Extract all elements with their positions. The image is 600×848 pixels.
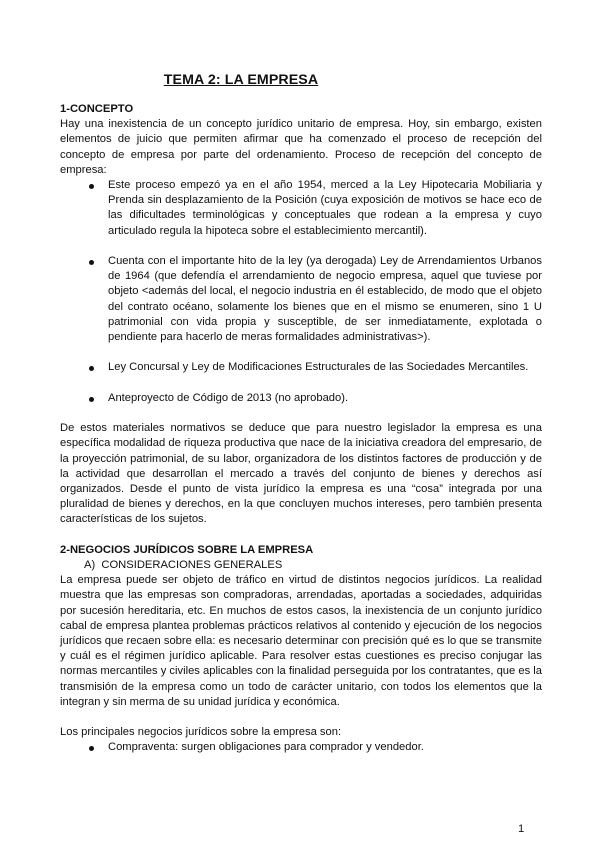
subheading-consideraciones: A) CONSIDERACIONES GENERALES: [84, 559, 283, 572]
paragraph-conclusion: De estos materiales normativos se deduce que para nuestro legislador la empresa es una específica modalidad de riqueza productiva que nace de la iniciativa creadora del empresario, de la proyección patrimonial, de su labor, organizadora de los distintos factores de producción y de la actividad que desarrollan el mercado a través del conjunto de bienes y derechos así organizados. Desde el punto de vista jurídico la empresa es una “cosa” integrada por una pluralidad de bienes y derechos, en la que concluyen muchos intereses, pero también presenta características de los sujetos.: [60, 422, 542, 526]
bullet-icon: [89, 366, 94, 371]
spacer: [60, 528, 542, 543]
list-item: Anteproyecto de Código de 2013 (no aprobado).: [60, 391, 542, 406]
list-item: Ley Concursal y Ley de Modificaciones Estructurales de las Sociedades Mercantiles.: [60, 360, 542, 375]
paragraph-intro: Hay una inexistencia de un concepto jurídico unitario de empresa. Hoy, sin embargo, existen elementos de juicio que permiten afirmar que ha comenzado el proceso de recepción del concepto de empresa por parte del ordenamiento. Proceso de recepción del concepto de empresa:: [60, 118, 542, 176]
list-intro: Los principales negocios jurídicos sobre la empresa son:: [60, 726, 342, 739]
spacer: [60, 376, 542, 391]
bullet-icon: [89, 397, 94, 402]
list-item: Este proceso empezó ya en el año 1954, merced a la Ley Hipotecaria Mobiliaria y Prenda sin desplazamiento de la Posición (cuya exposición de motivos se hace eco de las dificultades terminológicas y conceptuales que rodean a la empresa y cuyo articulado regula la hipoteca sobre el establecimiento mercantil).: [60, 178, 542, 239]
paragraph-consideraciones: La empresa puede ser objeto de tráfico en virtud de distintos negocios jurídicos. La realidad muestra que las empresas son compradoras, arrendadas, aportadas a sociedades, adquiridas por sucesión hereditaria, etc. En muchos de estos casos, la inexistencia de un conjunto jurídico cabal de empresa plantea problemas prácticos relativos al contenido y ejecución de los negocios jurídicos que recaen sobre ella: es necesario determinar con precisión qué es lo que se transmite y cuál es el régimen jurídico aplicable. Para resolver estas cuestiones es preciso conjugar las normas mercantiles y civiles aplicables con la finalidad perseguida por los contratantes, que es la transmisión de la empresa como un todo de carácter unitario, con todos los elementos que la integran y sin merma de su unidad jurídica y económica.: [60, 574, 542, 708]
bullet-list-negocios: [60, 740, 542, 755]
spacer: [60, 406, 542, 421]
list-item: Cuenta con el importante hito de la ley (ya derogada) Ley de Arrendamientos Urbanos de 1964 (que defendía el arrendamiento de negocio empresa, aquel que tuviese por objeto <además del local, el negocio industria en él establecido, de modo que el objeto del contrato océano, solamente los bienes que en el mismo se enumeren, sino 1 U patrimonial con vida propia y susceptible, de ser inmediatamente, explotada o pendiente para hacerlo de meras formalidades administrativas>).: [60, 254, 542, 345]
spacer: [60, 239, 542, 254]
bullet-icon: [89, 746, 94, 751]
spacer: [60, 345, 542, 360]
bullet-icon: [89, 184, 94, 189]
section-heading-concepto: 1-CONCEPTO: [60, 103, 134, 115]
document-title: TEMA 2: LA EMPRESA: [163, 72, 319, 88]
list-item: Compraventa: surgen obligaciones para comprador y vendedor.: [60, 740, 542, 755]
page-number: 1: [518, 823, 525, 835]
bullet-list-reception: [60, 178, 542, 406]
bullet-icon: [89, 260, 94, 265]
spacer: [60, 710, 542, 725]
section-heading-negocios: 2-NEGOCIOS JURÍDICOS SOBRE LA EMPRESA: [60, 543, 314, 556]
document-body: [60, 102, 542, 756]
